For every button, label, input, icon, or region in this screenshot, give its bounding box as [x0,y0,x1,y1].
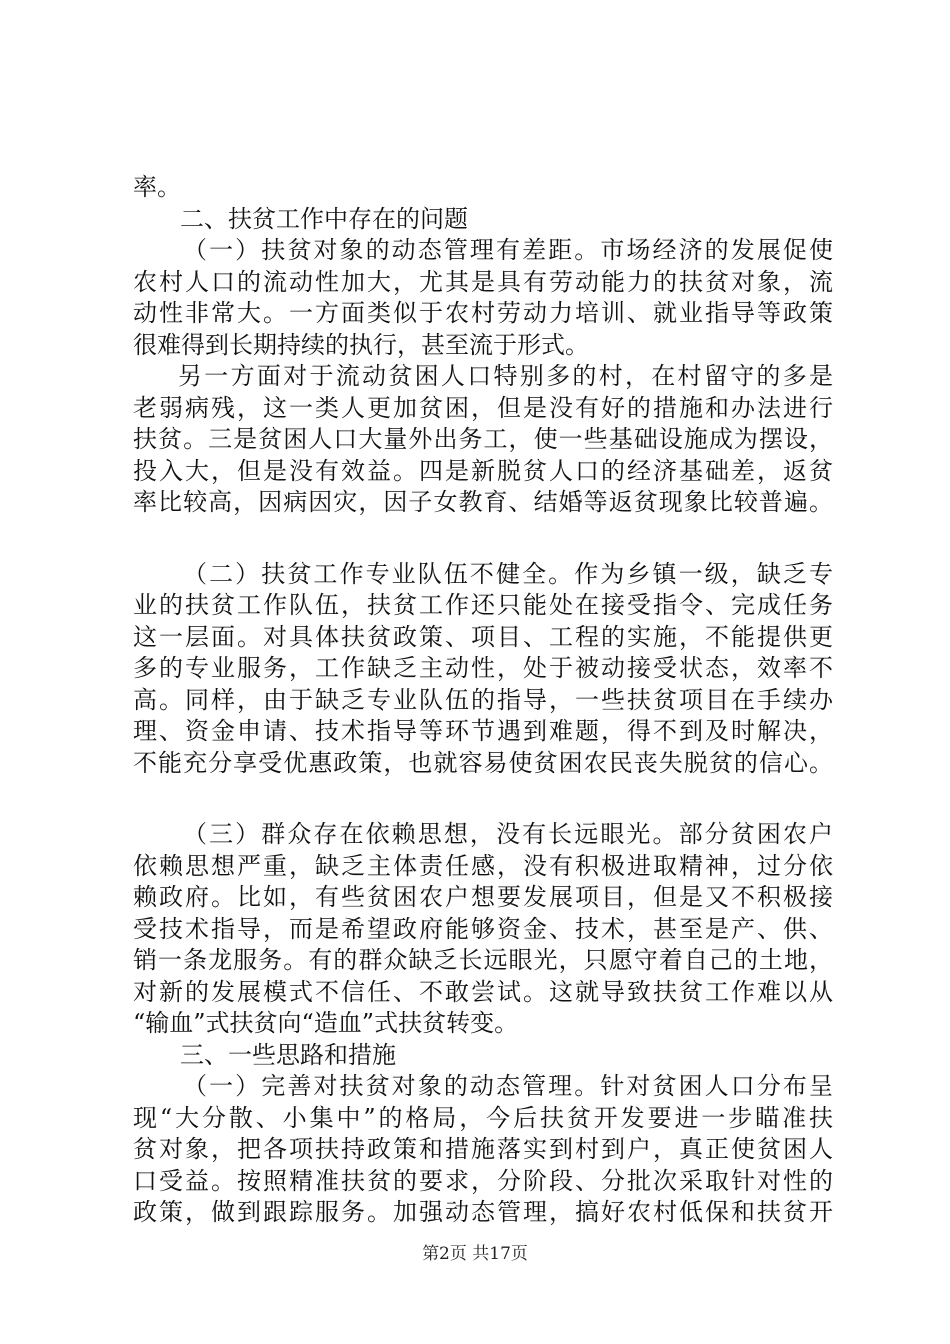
text-line: （一）扶贫对象的动态管理有差距。市场经济的发展促使 [183,236,833,264]
text-line: 率。 [133,173,181,201]
text-line: 动性非常大。一方面类似于农村劳动力培训、就业指导等政策 [133,299,833,327]
text-line: 很难得到长期持续的执行，甚至流于形式。 [133,330,589,359]
text-line: （二）扶贫工作专业队伍不健全。作为乡镇一级，缺乏专 [183,559,833,588]
paragraph-gap [133,779,833,819]
text-line: 赖政府。比如，有些贫困农户想要发展项目，但是又不积极接 [133,883,833,911]
document-body [133,172,833,1229]
page-footer [0,1243,950,1265]
text-line: 不能充分享受优惠政策，也就容易使贫困农民丧失脱贫的信心。 [133,748,833,777]
section-heading: 二、扶贫工作中存在的问题 [180,204,468,233]
text-line: 扶贫。三是贫困人口大量外出务工，使一些基础设施成为摆设， [133,425,833,453]
text-line: 现“大分散、小集中”的格局，今后扶贫开发要进一步瞄准扶 [133,1103,833,1132]
text-line: “输血”式扶贫向“造血”式扶贫转变。 [133,1009,519,1037]
section-heading: 三、一些思路和措施 [180,1040,396,1069]
text-line: （三）群众存在依赖思想，没有长远眼光。部分贫困农户 [183,820,833,848]
paragraph-gap [133,519,833,559]
text-line: 另一方面对于流动贫困人口特别多的村，在村留守的多是 [178,362,833,390]
text-line: 受技术指导，而是希望政府能够资金、技术，甚至是产、供、 [133,914,833,943]
text-line: 口受益。按照精准扶贫的要求，分阶段、分批次采取针对性的 [133,1166,833,1195]
text-line: 这一层面。对具体扶贫政策、项目、工程的实施，不能提供更 [133,622,833,651]
text-line: 多的专业服务，工作缺乏主动性，处于被动接受状态，效率不 [133,654,833,682]
text-line: 率比较高，因病因灾，因子女教育、结婚等返贫现象比较普遍。 [133,488,833,516]
text-line: 高。同样，由于缺乏专业队伍的指导，一些扶贫项目在手续办 [133,685,833,714]
text-line: 对新的发展模式不信任、不敢尝试。这就导致扶贫工作难以从 [133,977,833,1006]
text-line: 理、资金申请、技术指导等环节遇到难题，得不到及时解决， [133,717,833,745]
text-line: 老弱病残，这一类人更加贫困，但是没有好的措施和办法进行 [133,393,833,422]
text-line: 政策，做到跟踪服务。加强动态管理，搞好农村低保和扶贫开 [133,1198,833,1226]
text-line: 贫对象，把各项扶持政策和措施落实到村到户，真正使贫困人 [133,1135,833,1163]
text-line: 业的扶贫工作队伍，扶贫工作还只能处在接受指令、完成任务 [133,591,833,619]
text-line: （一）完善对扶贫对象的动态管理。针对贫困人口分布呈 [183,1072,833,1100]
page-number-label: 第2页 共17页 [422,1244,528,1264]
text-line: 依赖思想严重，缺乏主体责任感，没有积极进取精神，过分依 [133,851,833,880]
text-line: 投入大，但是没有效益。四是新脱贫人口的经济基础差，返贫 [133,456,833,485]
text-line: 农村人口的流动性加大，尤其是具有劳动能力的扶贫对象，流 [133,267,833,296]
text-line: 销一条龙服务。有的群众缺乏长远眼光，只愿守着自己的土地， [133,946,833,974]
